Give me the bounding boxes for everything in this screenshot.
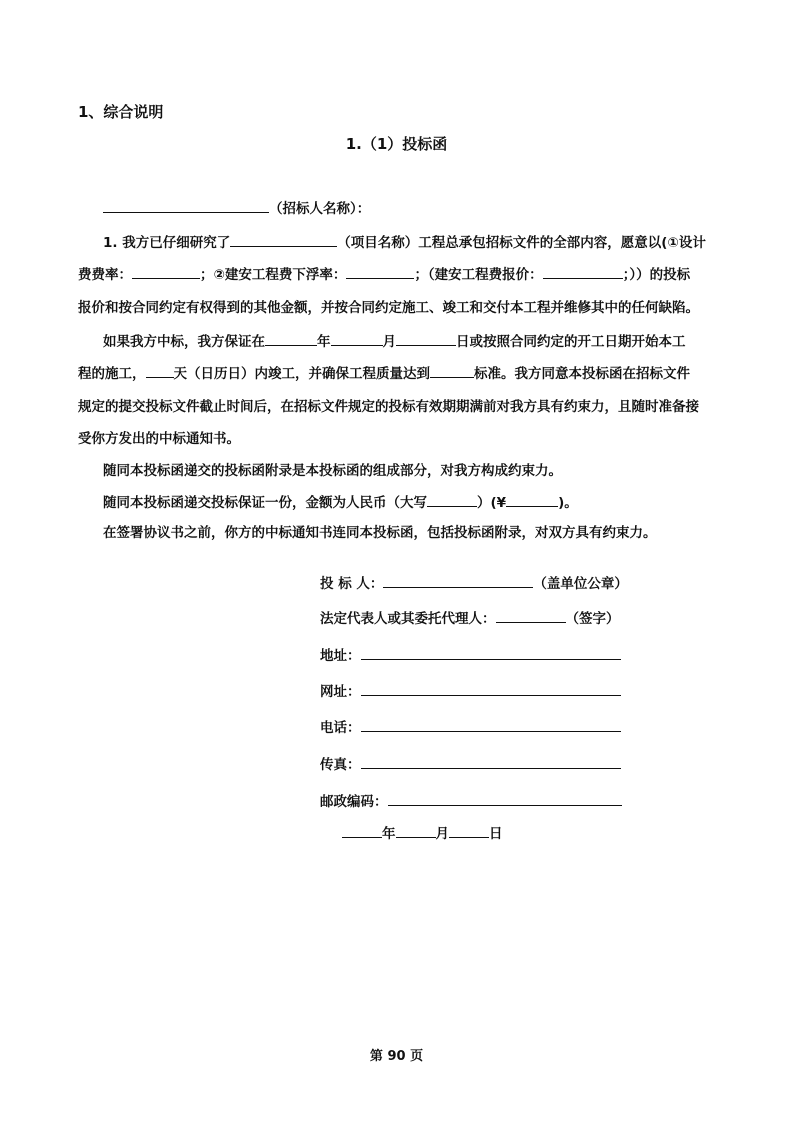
website-field[interactable] <box>361 681 621 696</box>
para1-line2: 费费率： ；②建安工程费下浮率： ；（建安工程费报价： ；））的投标 <box>78 263 690 283</box>
para1-line3: 报价和按合同约定有权得到的其他金额，并按合同约定施工、竣工和交付本工程并维修其中的任何缺陷。 <box>78 300 699 316</box>
representative-blank[interactable] <box>496 608 566 623</box>
para1-line1: 1. 我方已仔细研究了 （项目名称）工程总承包招标文件的全部内容，愿意以(①设计 <box>103 231 706 251</box>
address-line: 地址： <box>320 644 621 664</box>
representative-line: 法定代表人或其委托代理人： （签字） <box>320 607 620 627</box>
section-heading: 1、综合说明 <box>78 103 164 121</box>
phone-field[interactable] <box>361 717 621 732</box>
para2-line4: 受你方发出的中标通知书。 <box>78 431 240 447</box>
construction-discount-blank[interactable] <box>346 264 414 279</box>
tenderer-name-blank[interactable] <box>103 198 269 213</box>
start-day-blank[interactable] <box>396 331 456 346</box>
fax-line: 传真： <box>320 753 621 773</box>
postcode-line: 邮政编码： <box>320 790 622 810</box>
date-line: 年 月 日 <box>342 822 503 842</box>
amount-figures-blank[interactable] <box>506 492 558 507</box>
para4: 随同本投标函递交投标保证一份，金额为人民币（大写 ）(¥ )。 <box>103 491 578 511</box>
addressee-suffix: （招标人名称）： <box>269 201 371 217</box>
bidder-line: 投 标 人： （盖单位公章） <box>320 572 628 592</box>
construction-quote-blank[interactable] <box>543 264 623 279</box>
letter-title: 1.（1）投标函 <box>345 135 448 153</box>
amount-words-blank[interactable] <box>427 492 477 507</box>
project-name-blank[interactable] <box>230 232 337 247</box>
addressee-line <box>103 197 370 217</box>
date-day-blank[interactable] <box>449 823 489 838</box>
para2-line1: 如果我方中标，我方保证在 年 月 日或按照合同约定的开工日期开始本工 <box>103 330 686 350</box>
duration-days-blank[interactable] <box>146 363 174 378</box>
postcode-field[interactable] <box>388 791 622 806</box>
quality-standard-blank[interactable] <box>430 363 474 378</box>
phone-line: 电话： <box>320 716 621 736</box>
website-line: 网址： <box>320 680 621 700</box>
start-year-blank[interactable] <box>265 331 317 346</box>
para2-line3: 规定的提交投标文件截止时间后，在招标文件规定的投标有效期期满前对我方具有约束力，且随时准备接 <box>78 399 699 415</box>
date-year-blank[interactable] <box>342 823 382 838</box>
start-month-blank[interactable] <box>331 331 383 346</box>
fax-field[interactable] <box>361 754 621 769</box>
address-field[interactable] <box>361 645 621 660</box>
para2-line2: 程的施工， 天（日历日）内竣工，并确保工程质量达到 标准。我方同意本投标函在招标文件 <box>78 362 690 382</box>
date-month-blank[interactable] <box>396 823 436 838</box>
page-number: 第 90 页 <box>369 1049 424 1064</box>
design-fee-rate-blank[interactable] <box>132 264 200 279</box>
para5: 在签署协议书之前，你方的中标通知书连同本投标函，包括投标函附录，对双方具有约束力。 <box>103 525 657 541</box>
para3: 随同本投标函递交的投标函附录是本投标函的组成部分，对我方构成约束力。 <box>103 463 562 479</box>
bidder-blank[interactable] <box>383 573 533 588</box>
